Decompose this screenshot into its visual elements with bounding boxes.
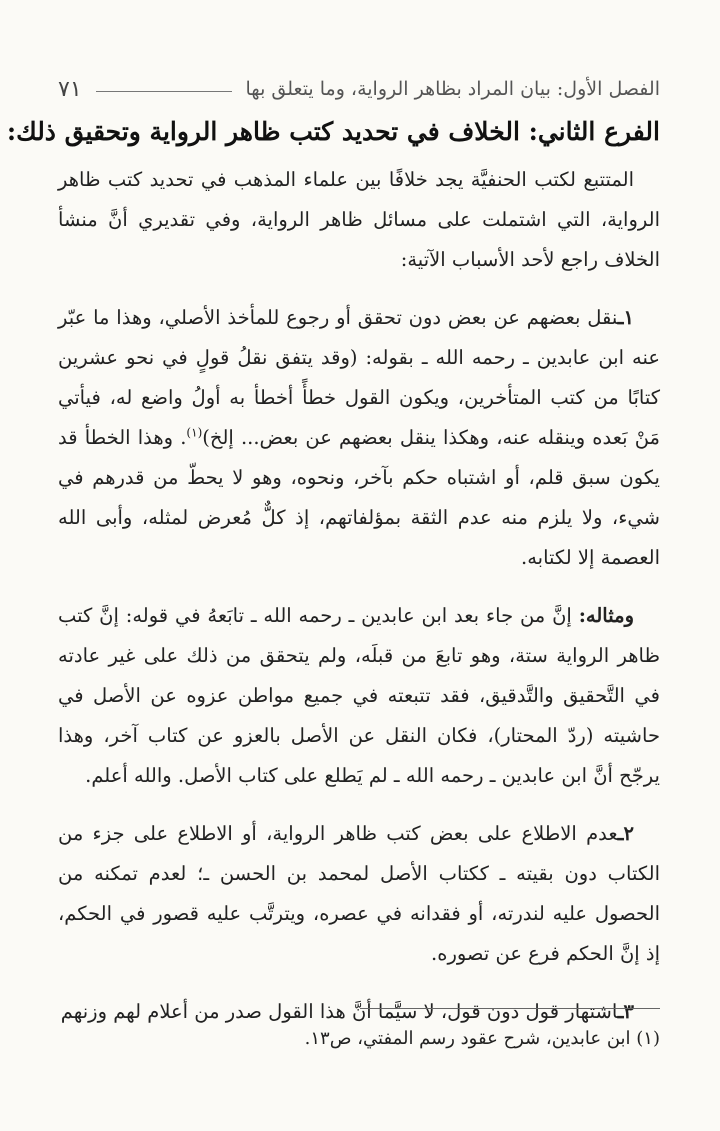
item-number: ١ـ xyxy=(617,306,634,329)
list-item-2 xyxy=(58,814,660,974)
example-paragraph xyxy=(58,596,660,796)
header-rule xyxy=(96,91,232,92)
footnote-number: (١) xyxy=(636,1028,660,1049)
body-text xyxy=(58,160,660,1032)
item-number: ٢ـ xyxy=(617,822,634,845)
item-text: عدم الاطلاع على بعض كتب ظاهر الرواية، أو الاطلاع على جزء من الكتاب دون بقيته ـ ككتاب الأصل لمحمد بن الحسن ـ؛ لعدم تمكنه من الحصول عليه لندرته، أو فقدانه في عصره، ويترتَّب عليه قصور في الحكم، إذ إنَّ الحكم فرع عن تصوره. xyxy=(58,822,660,965)
footnote-ref: (١) xyxy=(186,425,203,440)
page-header xyxy=(58,70,660,108)
intro-paragraph: المتتبع لكتب الحنفيَّة يجد خلافًا بين علماء المذهب في تحديد كتب ظاهر الرواية، التي اشتملت على مسائل ظاهر الرواية، وفي تقديري أنَّ منشأ الخلاف راجع لأحد الأسباب الآتية: xyxy=(58,168,660,271)
item-text: اشتهار قول دون قول، لا سيَّما أنَّ هذا القول صدر من أعلام لهم وزنهم xyxy=(60,1000,618,1023)
item-number: ٣ـ xyxy=(617,1000,634,1023)
item-text: نقل بعضهم عن بعض دون تحقق أو رجوع للمأخذ الأصلي، وهذا ما عبّر عنه ابن عابدين ـ رحمه الله ـ بقوله: (وقد يتفق نقلُ قولٍ في نحو عشرين كتابًا من كتب المتأخرين، ويكون القول خطأً أخطأ به أولُ واضع له، فيأتي مَنْ بَعده وينقله عنه، وهكذا ينقل بعضهم عن بعض... إلخ) xyxy=(58,306,660,449)
item-text-continued: . وهذا الخطأ قد يكون سبق قلم، أو اشتباه حكم بآخر، ونحوه، وهو لا يحطّ من قدرهم في شيء، ولا يلزم منه عدم الثقة بمؤلفاتهم، إذ كلٌّ مُعرض لمثله، وأبى الله العصمة إلا لكتابه. xyxy=(58,426,660,569)
page-number: ٧١ xyxy=(58,76,82,102)
footnote xyxy=(58,1024,660,1054)
running-title: الفصل الأول: بيان المراد بظاهر الرواية، وما يتعلق بها xyxy=(245,78,660,100)
footnote-text: ابن عابدين، شرح عقود رسم المفتي، ص١٣. xyxy=(304,1028,631,1049)
section-heading: الفرع الثاني: الخلاف في تحديد كتب ظاهر الرواية وتحقيق ذلك: xyxy=(6,117,660,146)
footnote-rule xyxy=(360,1008,660,1009)
list-item-1 xyxy=(58,298,660,578)
example-text: إنَّ من جاء بعد ابن عابدين ـ رحمه الله ـ تابَعهُ في قوله: إنَّ كتب ظاهر الرواية ستة، وهو تابعَ من قبلَه، ولم يتحقق من ذلك على غير عادته في التَّحقيق والتَّدقيق، فقد تتبعته في جميع مواطن عزوه عن الأصل في حاشيته (ردّ المحتار)، فكان النقل عن الأصل بالعزو عن كتاب آخر، وهذا يرجّح أنَّ ابن عابدين ـ رحمه الله ـ لم يَطلع على كتاب الأصل. والله أعلم. xyxy=(58,604,660,787)
example-lead: ومثاله: xyxy=(578,604,634,627)
